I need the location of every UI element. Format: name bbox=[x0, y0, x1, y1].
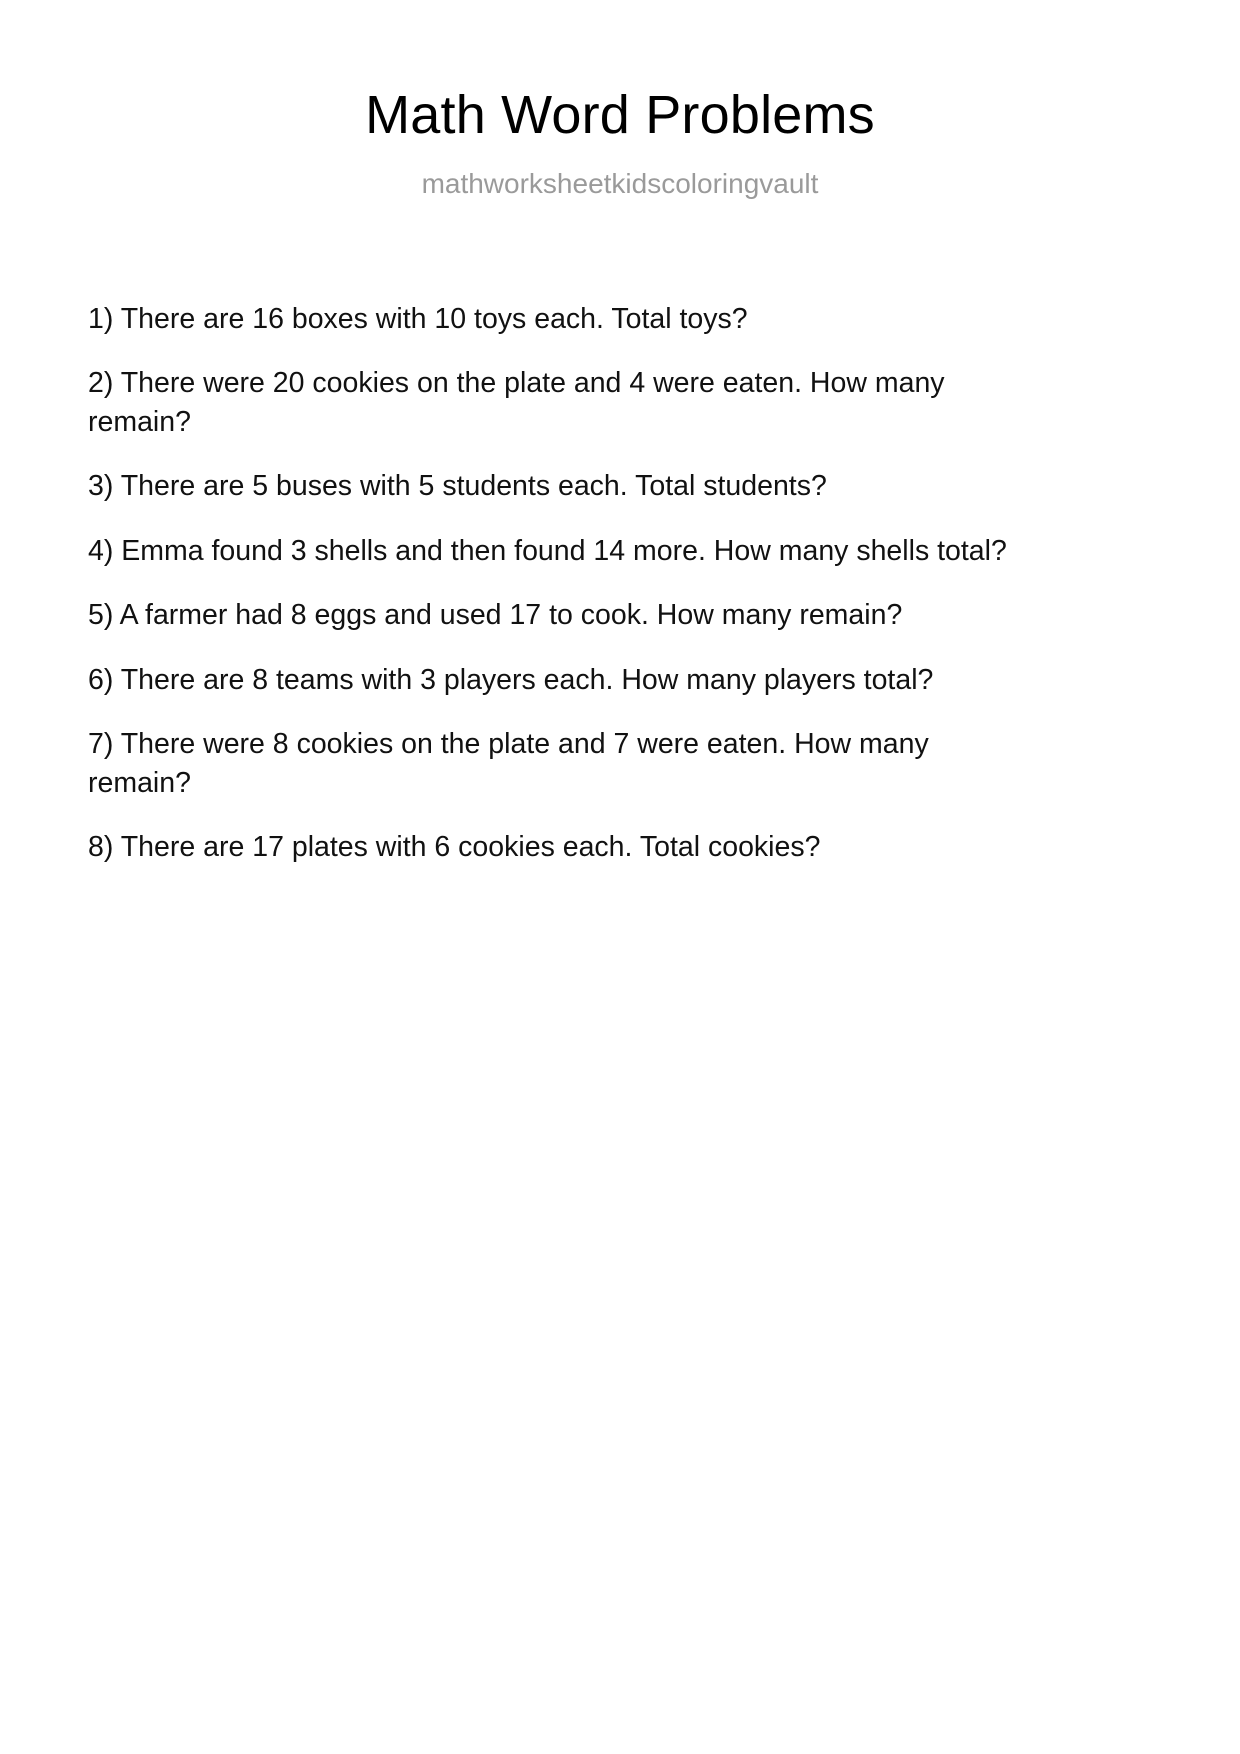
list-item: 7) There were 8 cookies on the plate and 7 were eaten. How many remain? bbox=[88, 728, 929, 799]
list-item: 4) Emma found 3 shells and then found 14 more. How many shells total? bbox=[88, 534, 1007, 567]
list-item: 3) There are 5 buses with 5 students each. Total students? bbox=[88, 470, 827, 503]
list-item: 6) There are 8 teams with 3 players each. How many players total? bbox=[88, 663, 934, 696]
list-item: 1) There are 16 boxes with 10 toys each. Total toys? bbox=[88, 303, 748, 335]
list-item: 2) There were 20 cookies on the plate and 4 were eaten. How many remain? bbox=[88, 367, 945, 438]
list-item: 8) There are 17 plates with 6 cookies each. Total cookies? bbox=[88, 831, 821, 864]
problem-list bbox=[88, 300, 1152, 893]
page-title: Math Word Problems bbox=[365, 85, 875, 145]
list-item: 5) A farmer had 8 eggs and used 17 to cook. How many remain? bbox=[88, 599, 903, 632]
page-subtitle: mathworksheetkidscoloringvault bbox=[421, 168, 819, 199]
